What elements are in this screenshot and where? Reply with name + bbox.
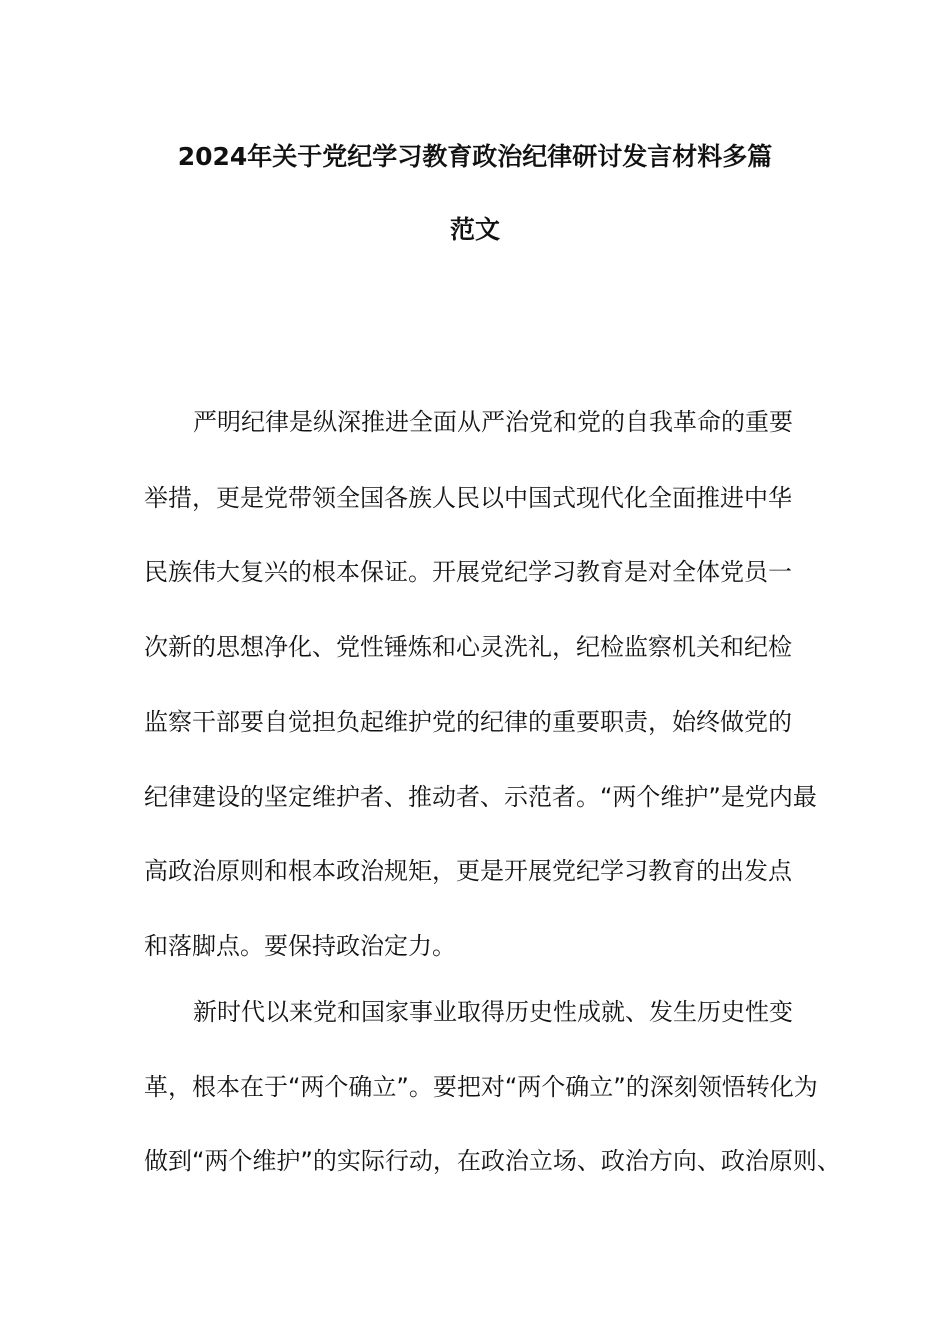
paragraph-line: 新时代以来党和国家事业取得历史性成就、发生历史性变	[193, 998, 793, 1026]
paragraph-line: 高政治原则和根本政治规矩，更是开展党纪学习教育的出发点	[144, 857, 792, 885]
paragraph-line: 纪律建设的坚定维护者、推动者、示范者。“两个维护”是党内最	[144, 783, 817, 811]
paragraph-line: 监察干部要自觉担负起维护党的纪律的重要职责，始终做党的	[144, 708, 792, 736]
paragraph-line: 革，根本在于“两个确立”。要把对“两个确立”的深刻领悟转化为	[144, 1073, 818, 1101]
paragraph-line: 严明纪律是纵深推进全面从严治党和党的自我革命的重要	[193, 408, 793, 436]
paragraph-line: 次新的思想净化、党性锤炼和心灵洗礼，纪检监察机关和纪检	[144, 633, 792, 661]
paragraph-line: 和落脚点。要保持政治定力。	[144, 932, 456, 960]
document-title-line-2: 范文	[449, 215, 500, 244]
document-title-line-1: 2024年关于党纪学习教育政治纪律研讨发言材料多篇	[177, 142, 773, 171]
paragraph-line: 做到“两个维护”的实际行动，在政治立场、政治方向、政治原则、	[144, 1147, 841, 1175]
paragraph-line: 举措，更是党带领全国各族人民以中国式现代化全面推进中华	[144, 484, 792, 512]
paragraph-line: 民族伟大复兴的根本保证。开展党纪学习教育是对全体党员一	[144, 558, 792, 586]
